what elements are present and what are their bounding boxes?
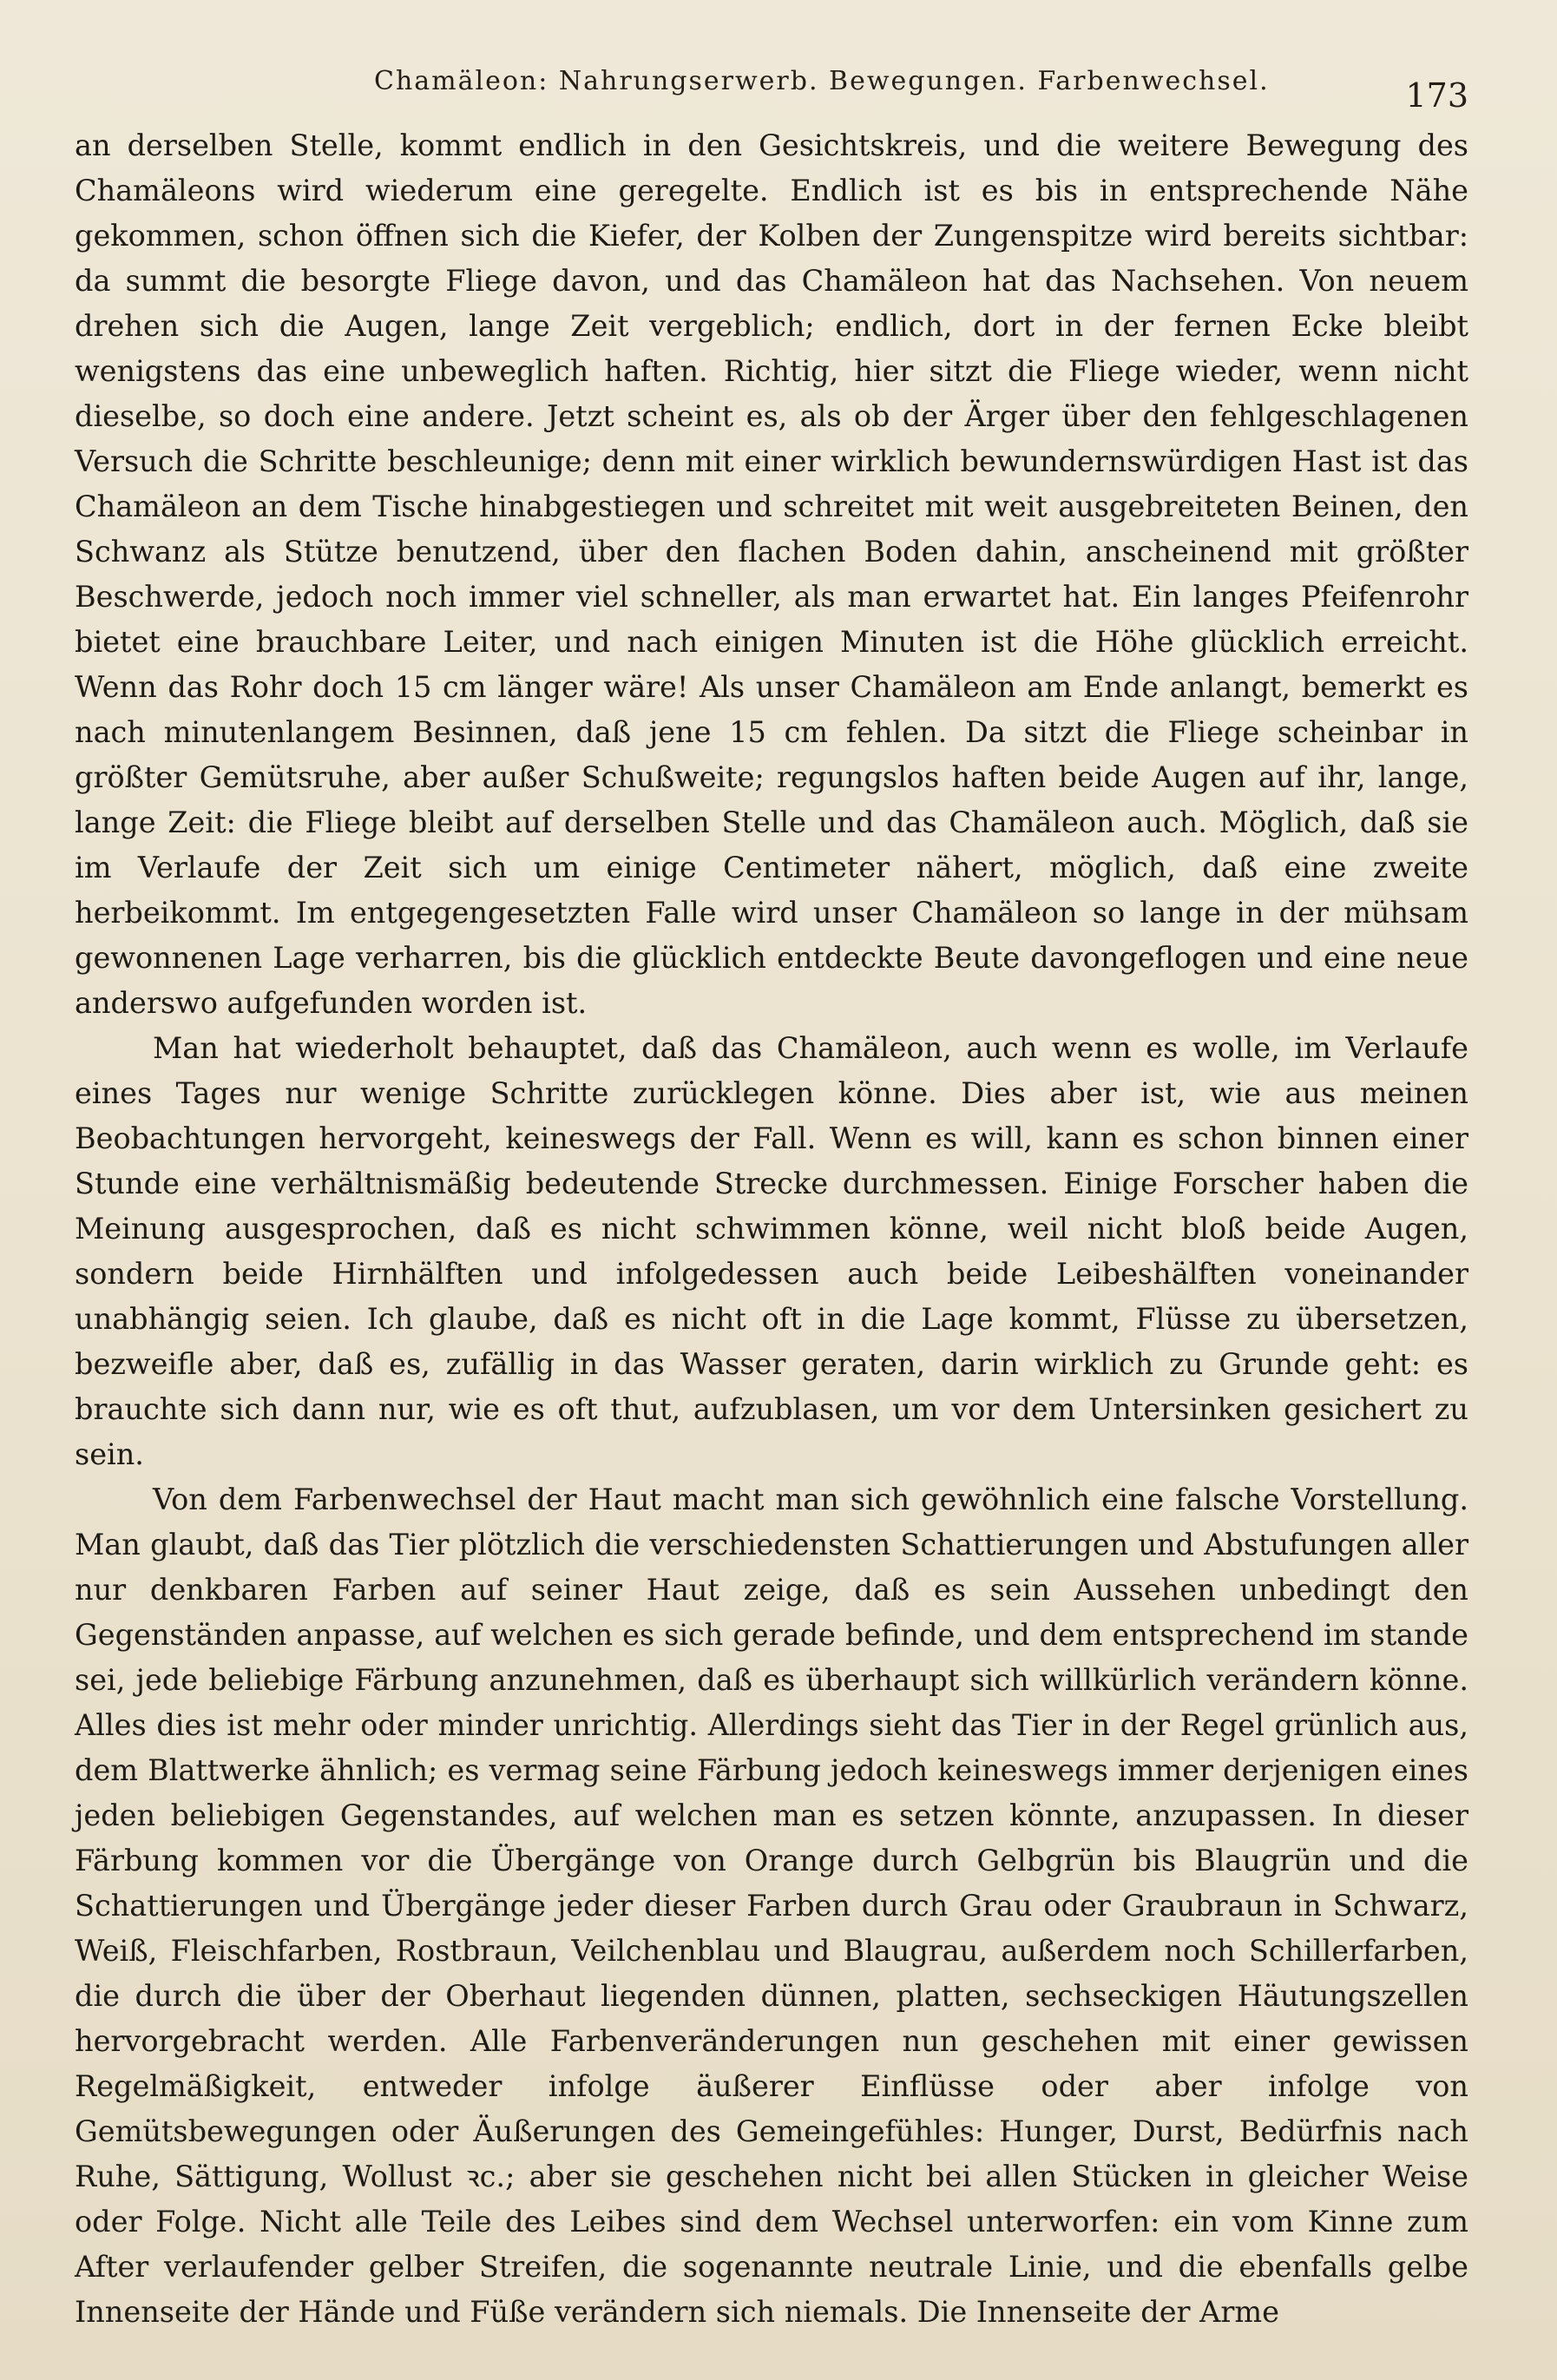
- page-header: [75, 54, 1468, 115]
- running-head: Chamäleon: Nahrungserwerb. Bewegungen. Farbenwechsel.: [374, 66, 1270, 96]
- paragraph-movement: Man hat wiederholt behauptet, daß das Chamäleon, auch wenn es wolle, im Verlaufe eines Tages nur wenige Schritte zurücklegen könne. Dies aber ist, wie aus meinen Beobachtungen hervorgeht, keineswegs der Fall. Wenn es will, kann es schon binnen einer Stunde eine verhältnismäßig bedeutende Strecke durchmessen. Einige Forscher haben die Meinung ausgesprochen, daß es nicht schwimmen könne, weil nicht bloß beide Augen, sondern beide Hirnhälften und infolgedessen auch beide Leibeshälften voneinander unabhängig seien. Ich glaube, daß es nicht oft in die Lage kommt, Flüsse zu übersetzen, bezweifle aber, daß es, zufällig in das Wasser geraten, darin wirklich zu Grunde geht: es brauchte sich dann nur, wie es oft thut, aufzublasen, um vor dem Untersinken gesichert zu sein.: [75, 1031, 1468, 1471]
- paragraph-continuation: an derselben Stelle, kommt endlich in den Gesichtskreis, und die weitere Bewegung des Chamäleons wird wiederum eine geregelte. Endlich ist es bis in entsprechende Nähe gekommen, schon öffnen sich die Kiefer, der Kolben der Zungenspitze wird bereits sichtbar: da summt die besorgte Fliege davon, und das Chamäleon hat das Nachsehen. Von neuem drehen sich die Augen, lange Zeit vergeblich; endlich, dort in der fernen Ecke bleibt wenigstens das eine unbeweglich haften. Richtig, hier sitzt die Fliege wieder, wenn nicht dieselbe, so doch eine andere. Jetzt scheint es, als ob der Ärger über den fehlgeschlagenen Versuch die Schritte beschleunige; denn mit einer wirklich bewundernswürdigen Hast ist das Chamäleon an dem Tische hinabgestiegen und schreitet mit weit ausgebreiteten Beinen, den Schwanz als Stütze benutzend, über den flachen Boden dahin, anscheinend mit größter Beschwerde, jedoch noch immer viel schneller, als man erwartet hat. Ein langes Pfeifenrohr bietet eine brauchbare Leiter, und nach einigen Minuten ist die Höhe glücklich erreicht. Wenn das Rohr doch 15 cm länger wäre! Als unser Chamäleon am Ende anlangt, bemerkt es nach minutenlangem Besinnen, daß jene 15 cm fehlen. Da sitzt die Fliege scheinbar in größter Gemütsruhe, aber außer Schußweite; regungslos haften beide Augen auf ihr, lange, lange Zeit: die Fliege bleibt auf derselben Stelle und das Chamäleon auch. Möglich, daß sie im Verlaufe der Zeit sich um einige Centimeter nähert, möglich, daß eine zweite herbeikommt. Im entgegengesetzten Falle wird unser Chamäleon so lange in der mühsam gewonnenen Lage verharren, bis die glücklich entdeckte Beute davongeflogen und eine neue anderswo aufgefunden worden ist.: [75, 128, 1468, 1020]
- page-number: 173: [1405, 76, 1468, 115]
- body-text: [75, 123, 1468, 2335]
- paragraph-color-change: Von dem Farbenwechsel der Haut macht man sich gewöhnlich eine falsche Vorstellung. Man glaubt, daß das Tier plötzlich die verschiedensten Schattierungen und Abstufungen aller nur denkbaren Farben auf seiner Haut zeige, daß es sein Aussehen unbedingt den Gegenständen anpasse, auf welchen es sich gerade befinde, und dem entsprechend im stande sei, jede beliebige Färbung anzunehmen, daß es überhaupt sich willkürlich verändern könne. Alles dies ist mehr oder minder unrichtig. Allerdings sieht das Tier in der Regel grünlich aus, dem Blattwerke ähnlich; es vermag seine Färbung jedoch keineswegs immer derjenigen eines jeden beliebigen Gegenstandes, auf welchen man es setzen könnte, anzupassen. In dieser Färbung kommen vor die Übergänge von Orange durch Gelbgrün bis Blaugrün und die Schattierungen und Übergänge jeder dieser Farben durch Grau oder Graubraun in Schwarz, Weiß, Fleischfarben, Rostbraun, Veilchenblau und Blaugrau, außerdem noch Schillerfarben, die durch die über der Oberhaut liegenden dünnen, platten, sechseckigen Häutungszellen hervorgebracht werden. Alle Farbenveränderungen nun geschehen mit einer gewissen Regelmäßigkeit, entweder infolge äußerer Einflüsse oder aber infolge von Gemütsbewegungen oder Äußerungen des Gemeingefühles: Hunger, Durst, Bedürfnis nach Ruhe, Sättigung, Wollust ꝛc.; aber sie geschehen nicht bei allen Stücken in gleicher Weise oder Folge. Nicht alle Teile des Leibes sind dem Wechsel unterworfen: ein vom Kinne zum After verlaufender gelber Streifen, die sogenannte neutrale Linie, und die ebenfalls gelbe Innenseite der Hände und Füße verändern sich niemals. Die Innenseite der Arme: [75, 1483, 1468, 2329]
